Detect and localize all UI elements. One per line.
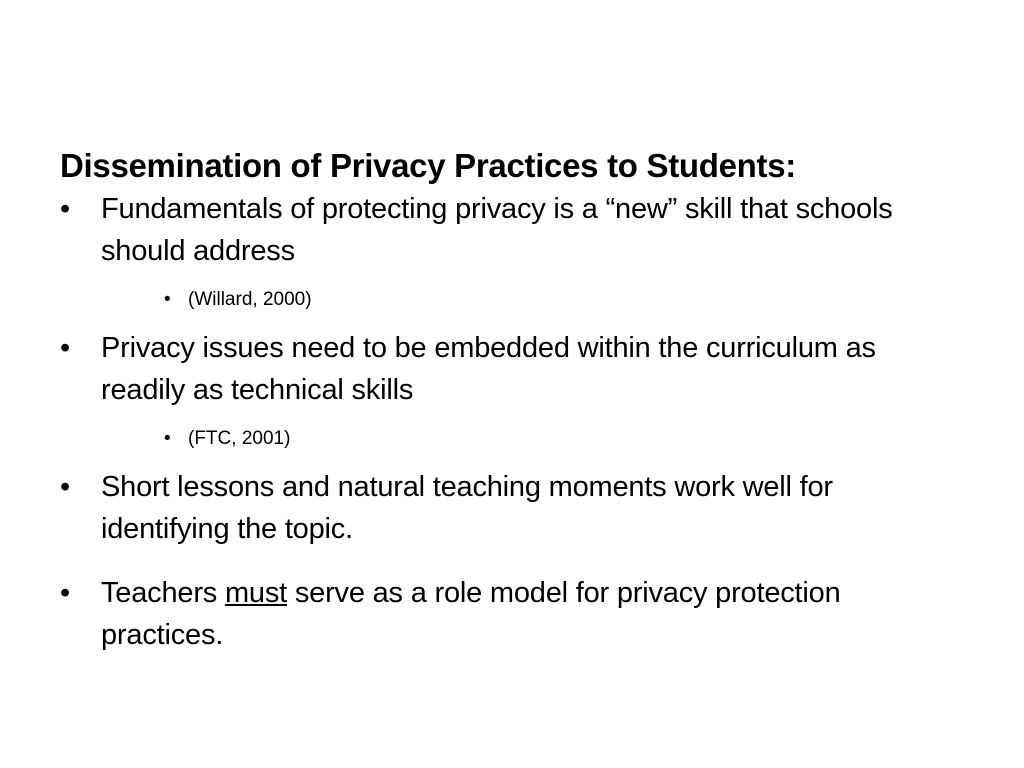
bullet-item	[60, 327, 960, 411]
bullet-item	[60, 466, 960, 550]
bullet-icon: •	[60, 332, 70, 364]
bullet-text: Short lessons and natural teaching moments work well for identifying the topic.	[101, 471, 833, 545]
bullet-item	[60, 188, 960, 272]
bullet-icon: •	[164, 289, 171, 310]
citation-item	[60, 426, 960, 452]
bullet-item	[60, 572, 960, 656]
bullet-text: Privacy issues need to be embedded within the curriculum as readily as technical skills	[101, 332, 876, 406]
bullet-icon: •	[60, 471, 70, 503]
bullet-icon: •	[164, 428, 171, 449]
bullet-list	[60, 188, 960, 656]
bullet-icon: •	[60, 193, 70, 225]
slide-title: Dissemination of Privacy Practices to Students:	[60, 147, 796, 184]
citation-text: (FTC, 2001)	[188, 428, 291, 449]
bullet-text	[101, 577, 841, 651]
bullet-text-after: serve as a role model for privacy protection practices.	[101, 577, 841, 651]
citation-text: (Willard, 2000)	[188, 289, 312, 310]
bullet-icon: •	[60, 577, 70, 609]
bullet-text: Fundamentals of protecting privacy is a “new” skill that schools should address	[101, 193, 893, 267]
bullet-text-before: Teachers	[101, 577, 225, 609]
emphasis-text: must	[224, 577, 287, 609]
citation-item	[60, 287, 960, 313]
